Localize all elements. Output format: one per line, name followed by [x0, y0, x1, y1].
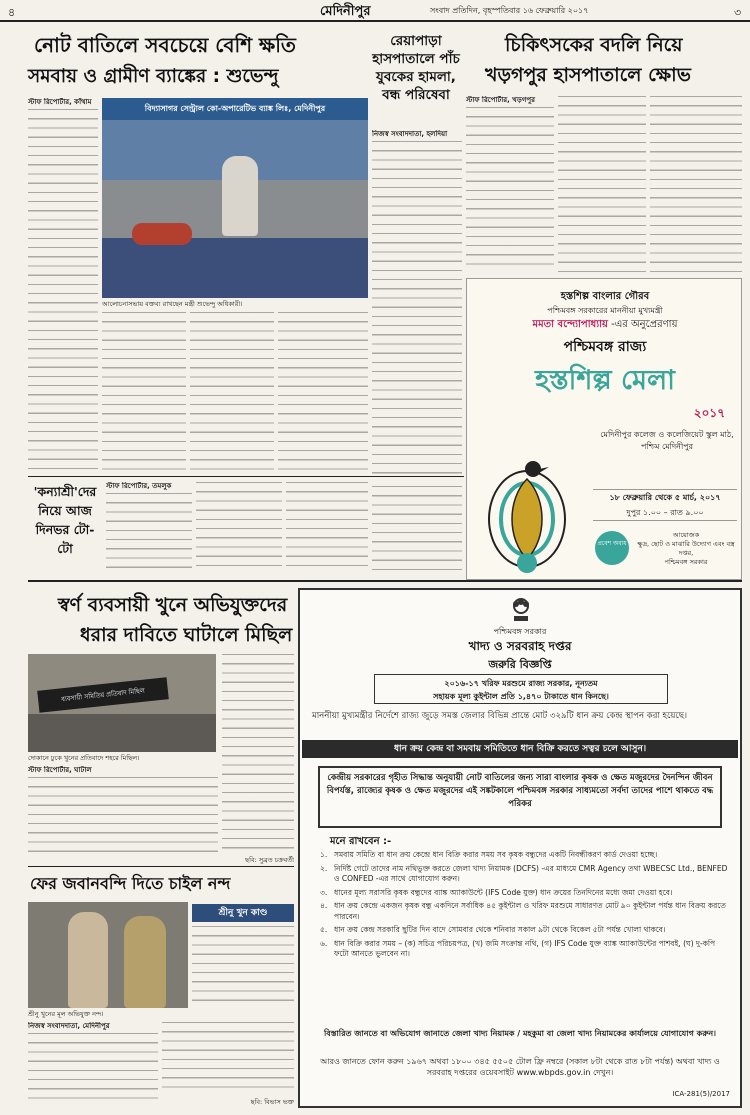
story-body-column	[28, 98, 98, 473]
story-gold-trader-headline-line2: ধরার দাবিতে ঘাটালে মিছিল	[80, 624, 293, 646]
story-doctor-transfer-headline-line1: চিকিৎসকের বদলি নিয়ে	[505, 34, 683, 56]
ad-notice-title: জরুরি বিজ্ঞপ্তি	[488, 658, 552, 671]
ad-cm-inspire: -এর অনুপ্রেরণায়	[611, 319, 678, 330]
masthead-date: সংবাদ প্রতিদিন, বৃহস্পতিবার ১৬ ফেব্রুয়ারি ২০১৭	[430, 6, 589, 15]
story-headline-line2: সমবায় ও গ্রামীণ ব্যাঙ্কের : শুভেন্দু	[28, 66, 279, 87]
ad-point-item: ২. নির্দিষ্ট গেটে তাদের নাম নথিভুক্ত করতে জেলা খাদ্য নিয়ামক (DCFS) -এর মাধ্যমে CMR Agency তথা WBECSC Ltd., BENFED ও CONFED -এর সাথে যোগাযোগ করুন।	[320, 863, 728, 883]
story-body-column	[372, 130, 462, 480]
ad-dates: ১৮ ফেব্রুয়ারি থেকে ৫ মার্চ, ২০১৭	[609, 493, 721, 502]
story-body-column	[558, 96, 646, 272]
photo-caption: দোকানে ঢুকে খুনের প্রতিবাদে শহরে মিছিল।	[28, 754, 140, 762]
ad-organiser-line2: ক্ষুদ্র, ছোট ও মাঝারি উদ্যোগ এবং বস্ত্র দপ্তর,	[637, 540, 735, 557]
story-byline: স্টাফ রিপোর্টার, তমলুক	[106, 482, 172, 490]
ad-govt: পশ্চিমবঙ্গ সরকারের মাননীয়া মুখ্যমন্ত্রী	[547, 306, 663, 315]
story-body-column	[196, 482, 282, 574]
ad-fair-year: ২০১৭	[693, 406, 725, 420]
photo-table	[102, 238, 368, 298]
ad-peacock-illustration	[477, 439, 587, 575]
story-headline-line1: নোট বাতিলে সবচেয়ে বেশি ক্ষতি	[34, 33, 296, 57]
ad-dept: খাদ্য ও সরবরাহ দপ্তর	[468, 639, 572, 653]
ad-footer: বিস্তারিত জানতে বা অভিযোগ জানাতে জেলা খাদ্য নিয়ামক / মহকুমা বা জেলা খাদ্য নিয়ামকের কার্যালয়ে যোগাযোগ করুন।	[323, 1029, 717, 1038]
ad-organiser-line3: পশ্চিমবঙ্গ সরকার	[664, 558, 708, 566]
ad-time: দুপুর ১.০০ – রাত ৯.০০	[626, 508, 704, 517]
page-number-left: ৪	[8, 6, 16, 19]
story-body-column	[102, 312, 186, 474]
story-tag: শ্রীনু খুন কাণ্ড	[192, 904, 294, 922]
ad-point-item: ৬. ধান বিক্রি করার সময় – (ক) সচিত্র পরিচয়পত্র, (খ) জমি সংক্রান্ত নথি, (গ) IFS Code যুক্ত ব্যাঙ্ক অ্যাকাউন্টের পাশবই, (ঘ) দু-কপি ফটো আনতে ভুলবেন না।	[320, 938, 716, 958]
ad-slogan	[302, 740, 738, 758]
ad-price-box	[374, 674, 668, 704]
ad-venue	[597, 429, 737, 453]
ad-cm-name: মমতা বন্দ্যোপাধ্যায়	[532, 319, 608, 330]
ad-state: পশ্চিমবঙ্গ রাজ্য	[563, 339, 647, 355]
story-byline: স্টাফ রিপোর্টার, ঘাটাল	[28, 766, 92, 774]
story-body-column	[466, 96, 554, 272]
ad-handicraft-fair	[466, 278, 742, 580]
story-body-column	[106, 482, 192, 574]
ad-point-item: ৩. ধানের মূল্য সরাসরি কৃষক বন্ধুদের ব্যাঙ্ক অ্যাকাউন্টে (IFS Code যুক্ত) ধান ক্রয়ের তিনদিনের মধ্যে জমা দেওয়া হবে।	[320, 887, 673, 897]
page-number-right: ৩	[734, 6, 742, 19]
story-body-column	[372, 486, 462, 576]
photo-crowd	[28, 714, 216, 752]
photo-banner: বিদ্যাসাগর সেন্ট্রাল কো-অপারেটিভ ব্যাঙ্ক লিঃ, মেদিনীপুর	[102, 98, 368, 120]
emblem-icon	[508, 596, 534, 624]
ad-paragraph: মাননীয়া মুখ্যমন্ত্রীর নির্দেশে রাজ্য জুড়ে সমস্ত জেলার বিভিন্ন প্রান্তে মোট ৩২৯টি ধান ক্রয় কেন্দ্র স্থাপন করা হয়েছে।	[312, 711, 688, 721]
ad-point-item: ৪. ধান ক্রয় কেন্দ্রে একজন কৃষক বন্ধু একদিনে সর্বাধিক ৪৫ কুইন্টাল ও খরিফ মরশুমে সাধারণত মোট ৯০ কুইন্টাল পর্যন্ত ধান বিক্রয় করতে পারবেন।	[320, 901, 726, 921]
story-body-column	[278, 312, 368, 474]
story-photo	[102, 98, 368, 298]
divider	[28, 580, 742, 582]
story-body-column	[286, 482, 368, 574]
photo-credit: ছবি: বিভাস ভক্ত	[250, 1098, 294, 1106]
story-byline: স্টাফ রিপোর্টার, কাঁথাম	[28, 98, 92, 106]
photo-caption: আলোচনাসভায় বক্তব্য রাখছেন মন্ত্রী শুভেন্দু অধিকারী।	[102, 300, 243, 308]
story-kanyashree-headline: 'কন্যাশ্রী'দের নিয়ে আজ দিনভর টো-টো	[33, 484, 97, 556]
photo-person	[68, 912, 108, 1008]
photo-police	[124, 916, 166, 1008]
story-photo	[28, 902, 188, 1008]
story-body-column	[650, 96, 742, 272]
ad-govt: পশ্চিমবঙ্গ সরকার	[493, 627, 547, 636]
photo-banner: ব্যবসায়ী সমিতির প্রতিবাদ মিছিল	[37, 677, 169, 712]
ad-code: ICA-281(5)/2017	[672, 1090, 730, 1098]
ad-fair-name: হস্তশিল্প মেলা	[535, 365, 675, 396]
divider	[28, 866, 294, 867]
ad-point-item: ১. সমবায় সমিতি বা ধান ক্রয় কেন্দ্রে ধান বিক্রি করার সময় সব কৃষক বন্ধুদের একটি নিবন্ধীকরণ কার্ড দেওয়া হচ্ছে।	[320, 850, 658, 859]
story-gold-trader-headline-line1: স্বর্ণ ব্যবসায়ী খুনে অভিযুক্তদের	[58, 594, 288, 616]
story-hospital-attack-headline: রেয়াপাড়া হাসপাতালে পাঁচ যুবকের হামলা, বন্ধ পরিষেবা	[372, 33, 460, 103]
ad-framed-text: কেন্দ্রীয় সরকারের গৃহীত সিদ্ধান্ত অনুযায়ী নোট বাতিলের জন্য সারা বাংলার কৃষক ও ক্ষেত মজুরদের দৈনন্দিন জীবন বিপর্যস্ত, রাজ্যের কৃষক ও ক্ষেত মজুরদের এই সঙ্কটকালে পশ্চিমবঙ্গ সরকার সাধ্যমতো সর্বদা তাদের পাশে থাকতে বদ্ধ পরিকর	[318, 766, 722, 828]
photo-speaker	[222, 156, 258, 236]
photo-caption: শ্রীনু খুনের মূল অভিযুক্ত নন্দ।	[28, 1010, 104, 1018]
ad-food-supplies-notice	[298, 588, 742, 1108]
ad-price-line1: ২০১৬-১৭ খরিফ মরশুমে রাজ্য সরকার, নূন্যতম	[444, 679, 598, 688]
masthead	[0, 0, 750, 22]
ad-dates-box	[593, 489, 737, 521]
ad-price-line2: সহায়ক মূল্য কুইন্টাল প্রতি ১,৪৭০ টাকাতে ধান কিনছে।	[433, 692, 609, 701]
ad-entry-badge: প্রবেশ অবাধ	[595, 531, 629, 565]
ad-fair-title	[477, 359, 733, 429]
story-body-column	[28, 1022, 158, 1106]
ad-remember: মনে রাখবেন :-	[330, 836, 392, 847]
story-doctor-transfer-headline-line2: খড়গপুর হাসপাতালে ক্ষোভ	[485, 64, 691, 86]
story-body-column	[162, 1022, 294, 1094]
ad-point-item: ৫. ধান ক্রয় কেন্দ্র সরকারি ছুটির দিন বাদে সোমবার থেকে শনিবার সকাল ৯টা থেকে বিকেল ৫টা পর্যন্ত খোলা থাকবে।	[320, 925, 666, 934]
ad-slogan-text: ধান ক্রয় কেন্দ্র বা সমবায় সমিতিতে ধান বিক্রি করতে সত্বর চলে আসুন।	[393, 744, 647, 754]
divider	[28, 476, 464, 477]
story-body-column	[190, 312, 274, 474]
story-byline: নিজস্ব সংবাদদাতা, হলদিয়া	[372, 130, 448, 138]
masthead-title: মেদিনীপুর	[320, 4, 371, 19]
ad-cm	[467, 317, 743, 334]
photo-flowers	[132, 223, 192, 245]
ad-venue-line1: মেদিনীপুর কলেজ ও কলেজিয়েট স্কুল মাঠ,	[600, 430, 734, 439]
story-byline: নিজস্ব সংবাদদাতা, মেদিনীপুর	[28, 1022, 110, 1030]
ad-tagline: হস্তশিল্প বাংলার গৌরব	[560, 291, 650, 302]
story-body-column	[222, 654, 294, 854]
ad-organiser	[633, 531, 739, 567]
story-body-column	[192, 926, 294, 1008]
photo-credit: ছবি: সুব্রত চক্রবর্তী	[245, 856, 294, 864]
ad-organiser-label: আয়োজক	[672, 531, 700, 539]
story-photo	[28, 654, 216, 752]
story-byline: স্টাফ রিপোর্টার, খড়গপুর	[466, 96, 535, 104]
ad-points	[320, 850, 730, 963]
story-nanda-headline: ফের জবানবন্দি দিতে চাইল নন্দ	[30, 874, 231, 893]
ad-venue-line2: পশ্চিম মেদিনীপুর	[640, 442, 694, 451]
story-body-column	[28, 766, 218, 856]
ad-helpline: আরও জানতে ফোন করুন ১৯৬৭ অথবা ১৮০০ ৩৪৫ ৫৫০৫ টোল ফ্রি নম্বরে (সকাল ৮টা থেকে রাত ৮টা পর্যন্ত) অথবা খাদ্য ও সরবরাহ দপ্তরের ওয়েবসাইট www.wbpds.gov.in দেখুন।	[320, 1057, 720, 1077]
